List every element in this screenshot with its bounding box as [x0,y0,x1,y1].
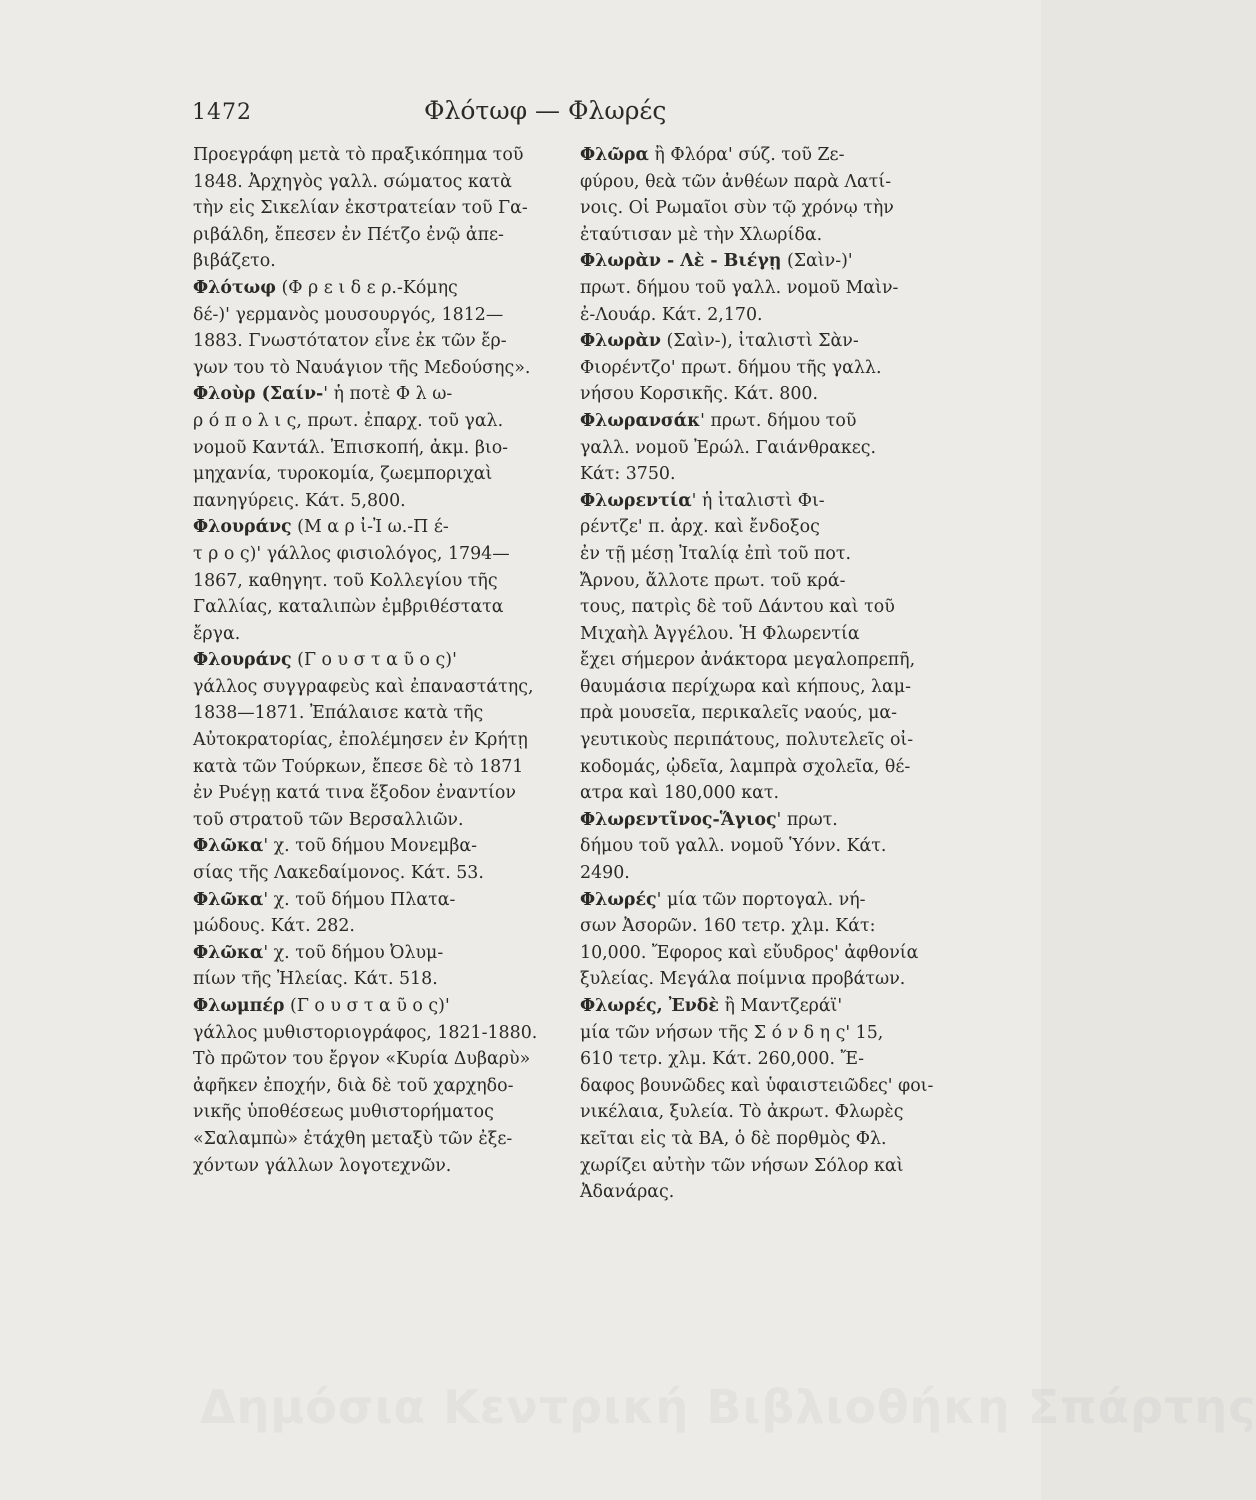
entry-text: ' χ. τοῦ δήμου Πλατα- μώδους. Κάτ. 282. [193,889,456,937]
entry-text: ἢ Μαντζεράϊ' μία τῶν νήσων τῆς Σ ό ν δ η ς' 15, 610 τετρ. χλμ. Κάτ. 260,000. Ἔ- δαφος βουνῶδες καὶ ὑφαιστειῶδες' φοι- νικέλαια, ξυλεία. Τὸ ἀκρωτ. Φλωρὲς κεῖται εἰς τὰ ΒΑ, ὁ δὲ πορθμὸς Φλ. χωρίζει αὐτὴν τῶν νήσων Σόλορ καὶ Ἀδανάρας. [580,996,934,1203]
headword: Φλουράνς [193,517,292,538]
headword: Φλῶρα [580,145,649,165]
entry-flaubert [193,993,563,1179]
entry-text: (Μ α ρ ἰ-Ἰ ω.-Π έ- τ ρ ο ς)' γάλλος φισιολόγος, 1794— 1867, καθηγητ. τοῦ Κολλεγίου τῆς Γαλλίας, καταλιπὼν ἐμβριθέστατα ἔργα. [193,517,510,644]
headword: Φλωρεντῖνος-Ἅγιος [580,809,777,830]
entry-flotow [193,275,563,381]
right-column [580,142,952,1206]
entry-text: (Σαὶν-)' πρωτ. δήμου τοῦ γαλλ. νομοῦ Μαὶν- ἐ-Λουάρ. Κάτ. 2,170. [580,251,899,325]
headword: Φλωρὰν - Λὲ - Βιέγῃ [580,251,782,272]
entry-text: ' πρωτ. δήμου τοῦ γαλλ. νομοῦ Ὑόνν. Κάτ. 2490. [580,809,887,884]
entry-florensac [580,408,952,488]
headword: Φλοὺρ (Σαίν- [193,384,324,405]
headword: Φλωρεντία [580,490,692,511]
headword: Φλωρές, Ἐνδὲ [580,996,719,1016]
entry-text: (Σαὶν-), ἰταλιστὶ Σὰν- Φιορέντζο' πρωτ. δήμου τῆς γαλλ. νήσου Κορσικῆς. Κάτ. 800. [580,331,882,405]
entry-text: Προεγράφη μετὰ τὸ πραξικόπημα τοῦ 1848. Ἀρχηγὸς γαλλ. σώματος κατὰ τὴν εἰς Σικελίαν ἐκστρατείαν τοῦ Γα- ριβάλδη, ἔπεσεν ἐν Πέτζο ἐνῷ ἀπε- βιβάζετο. [193,145,528,272]
headword: Φλωρανσάκ [580,410,701,431]
page-header [192,96,892,136]
entry-left-1 [193,142,563,275]
entry-text: ' χ. τοῦ δήμου Ὀλυμ- πίων τῆς Ἠλείας. Κάτ. 518. [193,942,444,990]
headword: Φλῶκα [193,889,264,910]
left-column [193,142,563,1179]
entry-text: ἢ Φλόρα' σύζ. τοῦ Ζε- φύρου, θεὰ τῶν ἀνθέων παρὰ Λατί- νοις. Οἱ Ρωμαῖοι σὺν τῷ χρόνῳ τὴν ἐταύτισαν μὲ τὴν Χλωρίδα. [580,145,894,245]
headword: Φλῶκα [193,836,264,857]
entry-florent-le-vieil [580,248,952,328]
entry-floka-1 [193,833,563,886]
entry-saint-florent [580,328,952,408]
entry-text: (Φ ρ ε ι δ ε ρ.-Κόμης δέ-)' γερμανὸς μουσουργός, 1812— 1883. Γνωστότατον εἶνε ἐκ τῶν ἔρ- γων του τὸ Ναυάγιον τῆς Μεδούσης». [193,277,531,378]
entry-text: ' χ. τοῦ δήμου Μονεμβα- σίας τῆς Λακεδαίμονος. Κάτ. 53. [193,836,484,884]
headword: Φλωμπέρ [193,996,285,1016]
headword: Φλουράνς [193,650,292,671]
entry-flores-azores [580,887,952,993]
library-watermark: Δημόσια Κεντρική Βιβλιοθήκη Σπάρτης [200,1380,1256,1434]
entry-text: (Γ ο υ σ τ α ῦ ο ς)' γάλλος μυθιστοριογράφος, 1821-1880. Τὸ πρῶτον του ἔργον «Κυρία Δυβαρὺ» ἀφῆκεν ἐποχήν, διὰ δὲ τοῦ χαρχηδο- νικῆς ὑποθέσεως μυθιστορήματος «Σαλαμπὼ» ἐτάχθη μεταξὺ τῶν ἐξε- χόντων γάλλων λογοτεχνῶν. [193,996,538,1176]
running-head: Φλότωφ — Φλωρές [424,96,667,125]
entry-flour [193,381,563,514]
entry-flora [580,142,952,248]
headword: Φλότωφ [193,277,276,298]
entry-saint-florentin [580,807,952,887]
entry-florence [580,488,952,807]
page-number: 1472 [192,100,252,125]
entry-flores-sunda [580,993,952,1206]
headword: Φλῶκα [193,942,264,963]
entry-text: (Γ ο υ σ τ α ῦ ο ς)' γάλλος συγγραφεὺς καὶ ἐπαναστάτης, 1838—1871. Ἐπάλαισε κατὰ τῆς Αὐτοκρατορίας, ἐπολέμησεν ἐν Κρήτῃ κατὰ τῶν Τούρκων, ἔπεσε δὲ τὸ 1871 ἐν Ρυέγῃ κατά τινα ἔξοδον ἐναντίον τοῦ στρατοῦ τῶν Βερσαλλιῶν. [193,650,534,830]
entry-flourens-1 [193,514,563,647]
entry-text: ' ἡ ποτὲ Φ λ ω- ρ ό π ο λ ι ς, πρωτ. ἐπαρχ. τοῦ γαλ. νομοῦ Καντάλ. Ἐπισκοπή, ἀκμ. βιο- μηχανία, τυροκομία, ζωεμποριχαὶ πανηγύρεις. Κάτ. 5,800. [193,384,509,511]
entry-text: ' μία τῶν πορτογαλ. νή- σων Ἀσορῶν. 160 τετρ. χλμ. Κάτ: 10,000. Ἔφορος καὶ εὔυδρος' ἀφθονία ξυλείας. Μεγάλα ποίμνια προβάτων. [580,889,919,990]
headword: Φλωρές [580,889,657,910]
entry-flourens-2 [193,647,563,833]
entry-floka-3 [193,940,563,993]
entry-floka-2 [193,887,563,940]
headword: Φλωρὰν [580,331,661,352]
entry-text: ' πρωτ. δήμου τοῦ γαλλ. νομοῦ Ἐρώλ. Γαιάνθρακες. Κάτ: 3750. [580,410,876,485]
entry-text: ' ἡ ἰταλιστὶ Φι- ρέντζε' π. ἀρχ. καὶ ἔνδοξος ἐν τῇ μέσῃ Ἰταλίᾳ ἐπὶ τοῦ ποτ. Ἄρνου, ἄλλοτε πρωτ. τοῦ κρά- τους, πατρὶς δὲ τοῦ Δάντου καὶ τοῦ Μιχαὴλ Ἀγγέλου. Ἡ Φλωρεντία ἔχει σήμερον ἀνάκτορα μεγαλοπρεπῆ, θαυμάσια περίχωρα καὶ κήπους, λαμ- πρὰ μουσεῖα, περικαλεῖς ναούς, μα- γευτικοὺς περιπάτους, πολυτελεῖς οἰ- κοδομάς, ᾠδεῖα, λαμπρὰ σχολεῖα, θέ- ατρα καὶ 180,000 κατ. [580,490,916,804]
